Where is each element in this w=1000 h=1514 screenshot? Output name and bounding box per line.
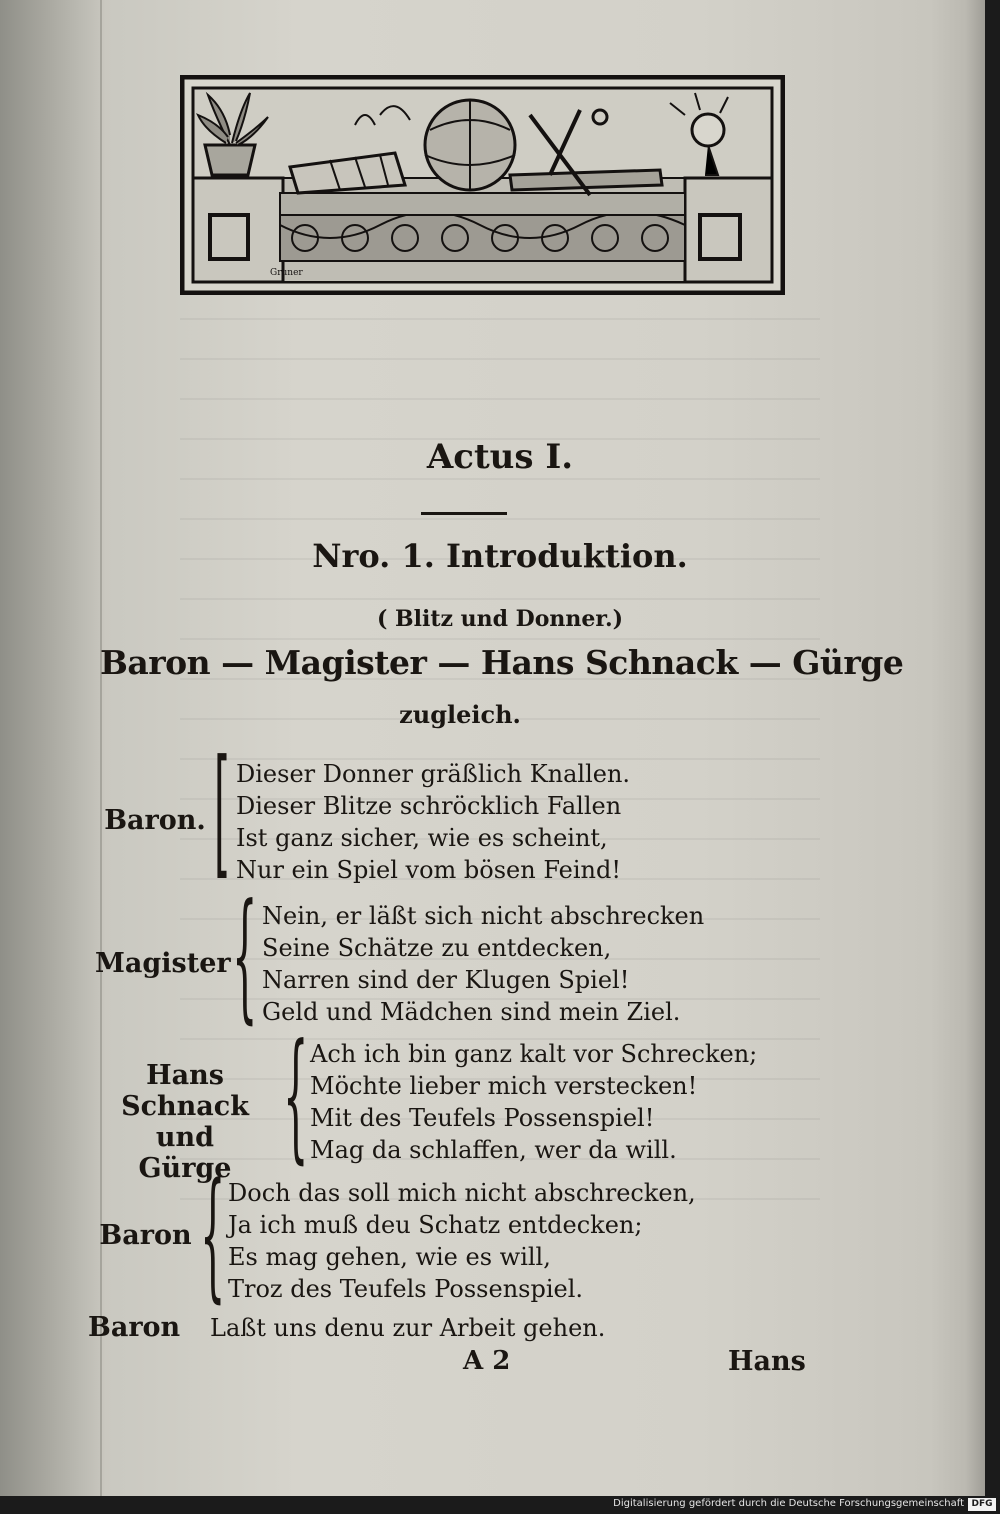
speaker-name: Gürge [138, 1153, 232, 1185]
number-title: Nro. 1. Introduktion. [312, 537, 688, 575]
gutter-fold-line [100, 0, 102, 1496]
verse-line: Ach ich bin ganz kalt vor Schrecken; [310, 1040, 758, 1068]
brace-icon: { [283, 1017, 309, 1179]
verse-line: Doch das soll mich nicht abschrecken, [228, 1179, 696, 1207]
speaker-label [85, 1060, 285, 1184]
speaker-label: Baron. [104, 805, 206, 836]
verse-line: Nur ein Spiel vom bösen Feind! [236, 856, 622, 884]
verse-line: Troz des Teufels Possenspiel. [228, 1275, 584, 1303]
verse-line: Seine Schätze zu entdecken, [262, 934, 612, 962]
verse-block [228, 1177, 696, 1305]
title-rule [421, 512, 507, 515]
verse-block [262, 900, 704, 1028]
speaker-label: Baron [88, 1312, 181, 1343]
binding-gutter [0, 0, 105, 1496]
speaker-label: Magister [95, 948, 231, 979]
act-title: Actus I. [426, 437, 574, 477]
credit-text: Digitalisierung gefördert durch die Deutsche Forschungsgemeinschaft [613, 1498, 964, 1509]
verse-line: Es mag gehen, wie es will, [228, 1243, 551, 1271]
brace-icon: [ [214, 733, 230, 895]
verse-line: Narren sind der Klugen Spiel! [262, 966, 630, 994]
signature-mark: A 2 [463, 1346, 511, 1376]
verse-line: Mag da schlaffen, wer da will. [310, 1136, 677, 1164]
verse-line: Ist ganz sicher, wie es scheint, [236, 824, 608, 852]
stage-direction: ( Blitz und Donner.) [376, 606, 624, 632]
speaker-name: Hans Schnack [121, 1060, 249, 1123]
speaker-label: Baron [99, 1220, 192, 1251]
dfg-logo: DFG [968, 1498, 996, 1511]
verse-line: Möchte lieber mich verstecken! [310, 1072, 698, 1100]
brace-icon: { [232, 877, 258, 1039]
verse-block [310, 1038, 757, 1166]
together-direction: zugleich. [399, 700, 521, 729]
verse-line: Geld und Mädchen sind mein Ziel. [262, 998, 681, 1026]
ornament-signature: Gruner [270, 268, 303, 278]
verse-line: Nein, er läßt sich nicht abschrecken [262, 902, 705, 930]
final-verse-line: Laßt uns denu zur Arbeit gehen. [210, 1314, 606, 1342]
catchword: Hans [728, 1346, 806, 1377]
brace-icon: { [200, 1156, 226, 1318]
woodcut-ornament [180, 75, 785, 295]
verse-line: Dieser Donner gräßlich Knallen. [236, 760, 631, 788]
verse-block [236, 758, 630, 886]
page-right-edge [965, 0, 985, 1496]
verse-line: Ja ich muß deu Schatz entdecken; [228, 1211, 643, 1239]
verse-line: Dieser Blitze schröcklich Fallen [236, 792, 622, 820]
speaker-conjunction: und [155, 1122, 215, 1154]
cast-line: Baron — Magister — Hans Schnack — Gürge [100, 643, 904, 682]
verse-line: Mit des Teufels Possenspiel! [310, 1104, 655, 1132]
